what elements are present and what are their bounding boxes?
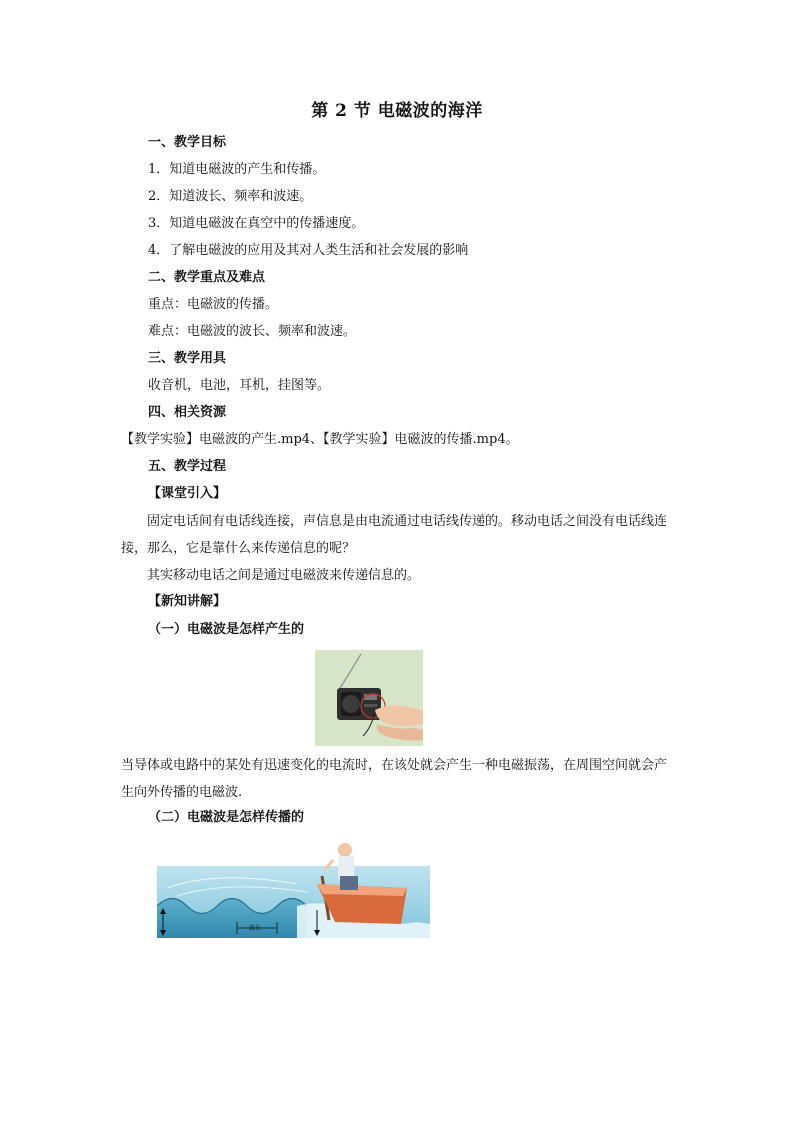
wavelength-label: 波长 xyxy=(249,925,262,932)
radio-figure xyxy=(315,650,423,746)
resources-text: 【教学实验】电磁波的产生.mp4、【教学实验】电磁波的传播.mp4。 xyxy=(121,432,519,447)
intro-paragraph: 固定电话间有电话线连接，声信息是由电流通过电话线传递的。移动电话之间没有电话线连接，那么，它是靠什么来传递信息的呢？ xyxy=(121,514,668,556)
page-title: 第 2 节 电磁波的海洋 xyxy=(311,101,483,121)
section-heading-goals: 一、教学目标 xyxy=(148,135,227,150)
section-heading-tools: 三、教学用具 xyxy=(148,351,227,366)
goal-item: 3．知道电磁波在真空中的传播速度。 xyxy=(148,216,365,231)
intro-paragraph-2: 其实移动电话之间是通过电磁波来传递信息的。 xyxy=(147,568,421,583)
key-point-text: 重点：电磁波的传播。 xyxy=(148,297,279,312)
subsection-heading-generation: （一）电磁波是怎样产生的 xyxy=(148,622,305,637)
wave-figure xyxy=(157,836,430,938)
subsection-heading-propagation: （二）电磁波是怎样传播的 xyxy=(148,810,305,825)
generation-explanation: 当导体或电路中的某处有迅速变化的电流时，在该处就会产生一种电磁振荡，在周围空间就会产生向外传播的电磁波. xyxy=(121,758,668,800)
goal-item: 1．知道电磁波的产生和传播。 xyxy=(148,162,326,177)
goal-item: 4．了解电磁波的应用及其对人类生活和社会发展的影响 xyxy=(148,243,469,258)
section-heading-key-points: 二、教学重点及难点 xyxy=(148,270,266,285)
new-knowledge-heading: 【新知讲解】 xyxy=(148,594,227,609)
wave-illustration xyxy=(157,836,430,938)
radio-illustration xyxy=(315,650,423,746)
tools-text: 收音机，电池，耳机，挂图等。 xyxy=(148,378,331,393)
intro-heading: 【课堂引入】 xyxy=(148,486,227,501)
difficult-point-text: 难点：电磁波的波长、频率和波速。 xyxy=(148,324,357,339)
section-heading-resources: 四、相关资源 xyxy=(148,405,227,420)
section-heading-process: 五、教学过程 xyxy=(148,459,227,474)
goal-item: 2．知道波长、频率和波速。 xyxy=(148,189,313,204)
